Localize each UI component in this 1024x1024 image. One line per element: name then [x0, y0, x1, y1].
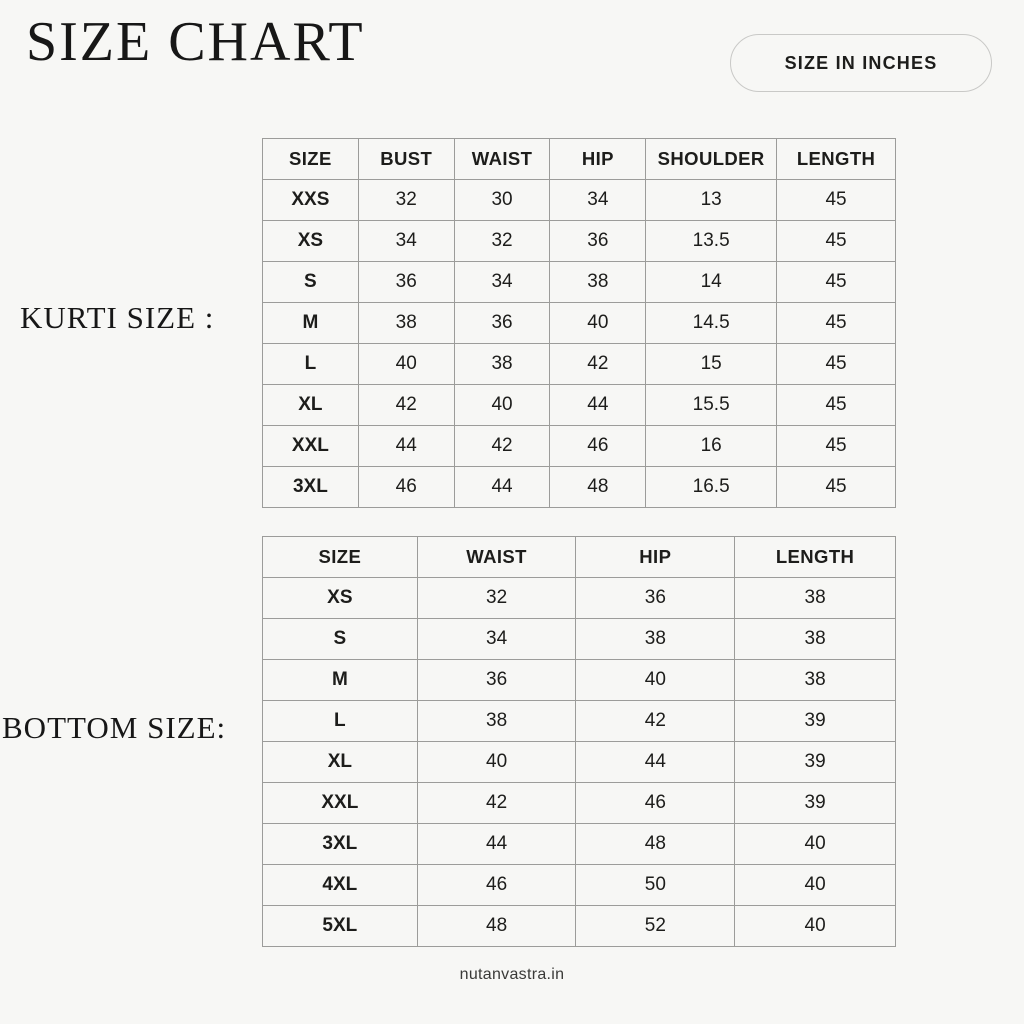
kurti-table-body	[263, 180, 896, 508]
cell-length: 40	[735, 865, 896, 906]
cell-bust: 46	[358, 467, 454, 508]
cell-length: 40	[735, 906, 896, 947]
table-row	[263, 426, 896, 467]
cell-size: S	[263, 262, 359, 303]
cell-waist: 44	[454, 467, 550, 508]
table-row	[263, 262, 896, 303]
cell-waist: 32	[454, 221, 550, 262]
cell-waist: 38	[454, 344, 550, 385]
cell-shoulder: 16	[646, 426, 777, 467]
cell-hip: 40	[576, 660, 735, 701]
table-row	[263, 865, 896, 906]
table-row	[263, 385, 896, 426]
cell-shoulder: 15	[646, 344, 777, 385]
table-row	[263, 660, 896, 701]
cell-waist: 36	[454, 303, 550, 344]
cell-hip: 38	[550, 262, 646, 303]
cell-size: XS	[263, 221, 359, 262]
table-row	[263, 742, 896, 783]
cell-length: 38	[735, 578, 896, 619]
column-header: HIP	[550, 139, 646, 180]
cell-bust: 38	[358, 303, 454, 344]
table-header-row	[263, 537, 896, 578]
bottom-table-head	[263, 537, 896, 578]
cell-bust: 44	[358, 426, 454, 467]
cell-hip: 36	[550, 221, 646, 262]
cell-hip: 46	[576, 783, 735, 824]
cell-size: XXS	[263, 180, 359, 221]
cell-size: XL	[263, 385, 359, 426]
column-header: SHOULDER	[646, 139, 777, 180]
cell-waist: 34	[454, 262, 550, 303]
column-header: SIZE	[263, 139, 359, 180]
column-header: HIP	[576, 537, 735, 578]
column-header: WAIST	[454, 139, 550, 180]
cell-hip: 48	[550, 467, 646, 508]
table-row	[263, 467, 896, 508]
cell-length: 45	[777, 221, 896, 262]
kurti-table-head	[263, 139, 896, 180]
cell-size: XXL	[263, 783, 418, 824]
cell-shoulder: 13	[646, 180, 777, 221]
cell-length: 38	[735, 660, 896, 701]
kurti-size-table	[262, 138, 896, 508]
cell-length: 45	[777, 385, 896, 426]
cell-waist: 40	[417, 742, 576, 783]
cell-size: M	[263, 303, 359, 344]
bottom-section-label: BOTTOM SIZE:	[2, 710, 227, 745]
cell-length: 39	[735, 701, 896, 742]
column-header: LENGTH	[777, 139, 896, 180]
column-header: WAIST	[417, 537, 576, 578]
cell-length: 45	[777, 344, 896, 385]
cell-shoulder: 13.5	[646, 221, 777, 262]
cell-waist: 42	[417, 783, 576, 824]
cell-size: M	[263, 660, 418, 701]
cell-size: S	[263, 619, 418, 660]
cell-size: 3XL	[263, 467, 359, 508]
cell-length: 45	[777, 303, 896, 344]
table-row	[263, 701, 896, 742]
cell-waist: 36	[417, 660, 576, 701]
cell-waist: 32	[417, 578, 576, 619]
bottom-size-table	[262, 536, 896, 947]
cell-size: L	[263, 701, 418, 742]
cell-waist: 38	[417, 701, 576, 742]
cell-bust: 32	[358, 180, 454, 221]
table-row	[263, 344, 896, 385]
cell-hip: 44	[550, 385, 646, 426]
table-row	[263, 303, 896, 344]
cell-hip: 40	[550, 303, 646, 344]
table-row	[263, 824, 896, 865]
cell-waist: 48	[417, 906, 576, 947]
table-row	[263, 783, 896, 824]
cell-bust: 36	[358, 262, 454, 303]
column-header: SIZE	[263, 537, 418, 578]
cell-length: 38	[735, 619, 896, 660]
cell-size: XS	[263, 578, 418, 619]
cell-length: 45	[777, 180, 896, 221]
column-header: BUST	[358, 139, 454, 180]
table-row	[263, 180, 896, 221]
cell-size: XXL	[263, 426, 359, 467]
cell-waist: 46	[417, 865, 576, 906]
cell-length: 45	[777, 426, 896, 467]
cell-shoulder: 16.5	[646, 467, 777, 508]
cell-hip: 50	[576, 865, 735, 906]
cell-bust: 34	[358, 221, 454, 262]
page-title: SIZE CHART	[26, 11, 365, 73]
table-header-row	[263, 139, 896, 180]
cell-length: 40	[735, 824, 896, 865]
cell-waist: 44	[417, 824, 576, 865]
bottom-table-body	[263, 578, 896, 947]
cell-length: 45	[777, 262, 896, 303]
cell-size: 4XL	[263, 865, 418, 906]
cell-hip: 44	[576, 742, 735, 783]
footer-website: nutanvastra.in	[459, 966, 565, 983]
column-header: LENGTH	[735, 537, 896, 578]
unit-badge	[730, 34, 992, 92]
cell-waist: 30	[454, 180, 550, 221]
cell-waist: 34	[417, 619, 576, 660]
cell-bust: 40	[358, 344, 454, 385]
table-row	[263, 221, 896, 262]
table-row	[263, 619, 896, 660]
cell-hip: 42	[576, 701, 735, 742]
cell-hip: 52	[576, 906, 735, 947]
unit-badge-label: SIZE IN INCHES	[784, 52, 938, 73]
cell-waist: 40	[454, 385, 550, 426]
cell-shoulder: 15.5	[646, 385, 777, 426]
cell-hip: 48	[576, 824, 735, 865]
cell-waist: 42	[454, 426, 550, 467]
cell-hip: 34	[550, 180, 646, 221]
cell-size: L	[263, 344, 359, 385]
kurti-section-label: KURTI SIZE :	[20, 300, 215, 335]
cell-size: 5XL	[263, 906, 418, 947]
table-row	[263, 906, 896, 947]
cell-size: XL	[263, 742, 418, 783]
cell-bust: 42	[358, 385, 454, 426]
cell-hip: 36	[576, 578, 735, 619]
cell-shoulder: 14.5	[646, 303, 777, 344]
cell-size: 3XL	[263, 824, 418, 865]
cell-length: 45	[777, 467, 896, 508]
cell-length: 39	[735, 783, 896, 824]
cell-length: 39	[735, 742, 896, 783]
table-row	[263, 578, 896, 619]
cell-hip: 46	[550, 426, 646, 467]
cell-hip: 38	[576, 619, 735, 660]
cell-hip: 42	[550, 344, 646, 385]
cell-shoulder: 14	[646, 262, 777, 303]
